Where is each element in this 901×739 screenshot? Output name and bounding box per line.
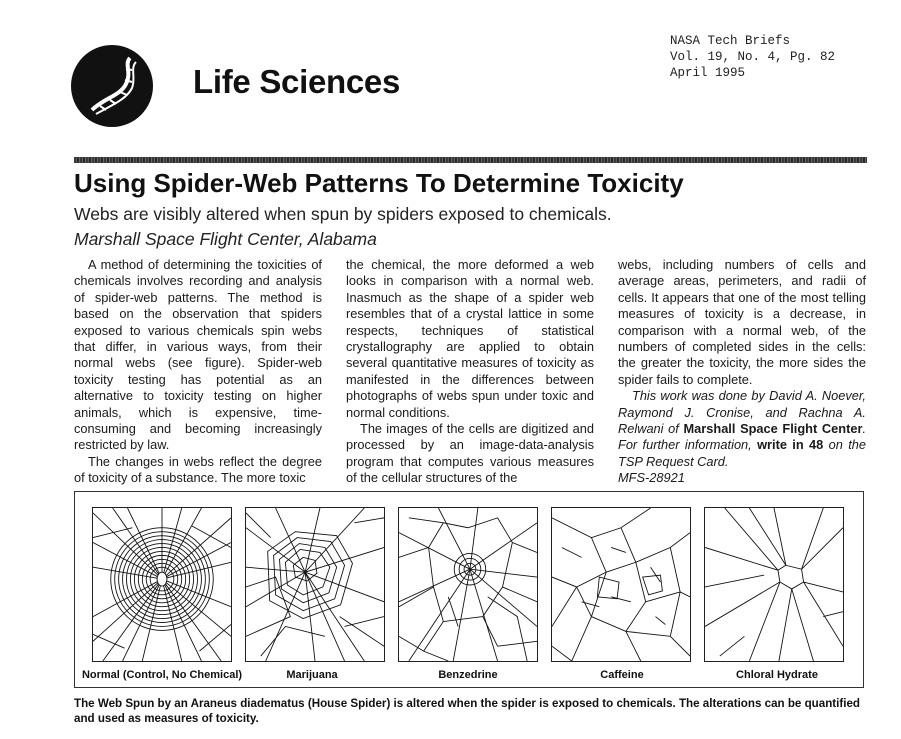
credit-bold: Marshall Space Flight Center (683, 421, 863, 437)
header-rule (74, 157, 867, 163)
paragraph: The changes in webs reflect the degree of toxicity of a substance. The more toxic (74, 453, 322, 486)
reference-line: NASA Tech Briefs (670, 34, 791, 48)
reference-line: April 1995 (670, 66, 746, 80)
article-headline: Using Spider-Web Patterns To Determine Toxicity (74, 168, 684, 198)
credit-text: This work was done by David A. Noever, Raymond J. Cronise, and Rachna A. Relwani of (618, 388, 866, 437)
text-column-1 (74, 257, 322, 487)
web-panel-benzedrine (398, 507, 538, 662)
credit-text: on the TSP Request Card. (618, 437, 866, 469)
section-title: Life Sciences (193, 63, 401, 100)
credit-bold: write in 48 (757, 437, 824, 453)
credit-paragraph (618, 388, 866, 486)
text-column-3 (618, 257, 866, 487)
article-subheadline: Webs are visibly altered when spun by spiders exposed to chemicals. (74, 204, 612, 224)
panel-label-caffeine: Caffeine (600, 669, 644, 681)
panel-label-marijuana: Marijuana (286, 669, 338, 681)
panel-label-normal: Normal (Control, No Chemical) (81, 669, 243, 681)
web-panel-caffeine (551, 507, 691, 662)
panel-label-benzedrine: Benzedrine (438, 669, 498, 681)
web-panel-chloral-hydrate (704, 507, 844, 662)
reference-line: Vol. 19, No. 4, Pg. 82 (670, 50, 836, 64)
web-panel-marijuana (245, 507, 385, 662)
credit-text: . For further information, (618, 421, 866, 453)
dna-logo-icon (70, 44, 154, 128)
paragraph: A method of determining the toxicities of chemicals involves recording and analysis of spider-web patterns. The method is based on the observation that spiders exposed to various chemicals spin webs that differ, in various ways, from their normal webs (see figure). Spider-web toxicity testing has potential as an alternative to toxicity testing on higher animals, which is expensive, time-consuming and becoming increasingly restricted by law. (74, 257, 322, 453)
paragraph: the chemical, the more deformed a web looks in comparison with a normal web. Inasmuch as the shape of a spider web resembles that of a crystal lattice in some respects, techniques of statistical crystallography are applied to obtain several quantitative measures of toxicity as manifested in the differences between photographs of webs spun under toxic and normal conditions. (346, 257, 594, 420)
publication-reference (670, 33, 835, 81)
figure-caption: The Web Spun by an Araneus diadematus (House Spider) is altered when the spider is exposed to chemicals. The alterations can be quantified and used as measures of toxicity. (74, 697, 860, 725)
article-source: Marshall Space Flight Center, Alabama (74, 229, 377, 249)
credit-id: MFS-28921 (618, 470, 685, 486)
paragraph: webs, including numbers of cells and average areas, perimeters, and radii of cells. It appears that one of the most telling measures of toxicity is a decrease, in comparison with a normal web, of the numbers of completed sides in the cells: the greater the toxicity, the more sides the spider fails to complete. (618, 257, 866, 387)
panel-label-chloral-hydrate: Chloral Hydrate (736, 669, 818, 681)
paragraph: The images of the cells are digitized and processed by an image-data-analysis program that computes various measures of the cellular structures of the (346, 421, 594, 486)
text-column-2 (346, 257, 594, 487)
web-panel-normal (92, 507, 232, 662)
